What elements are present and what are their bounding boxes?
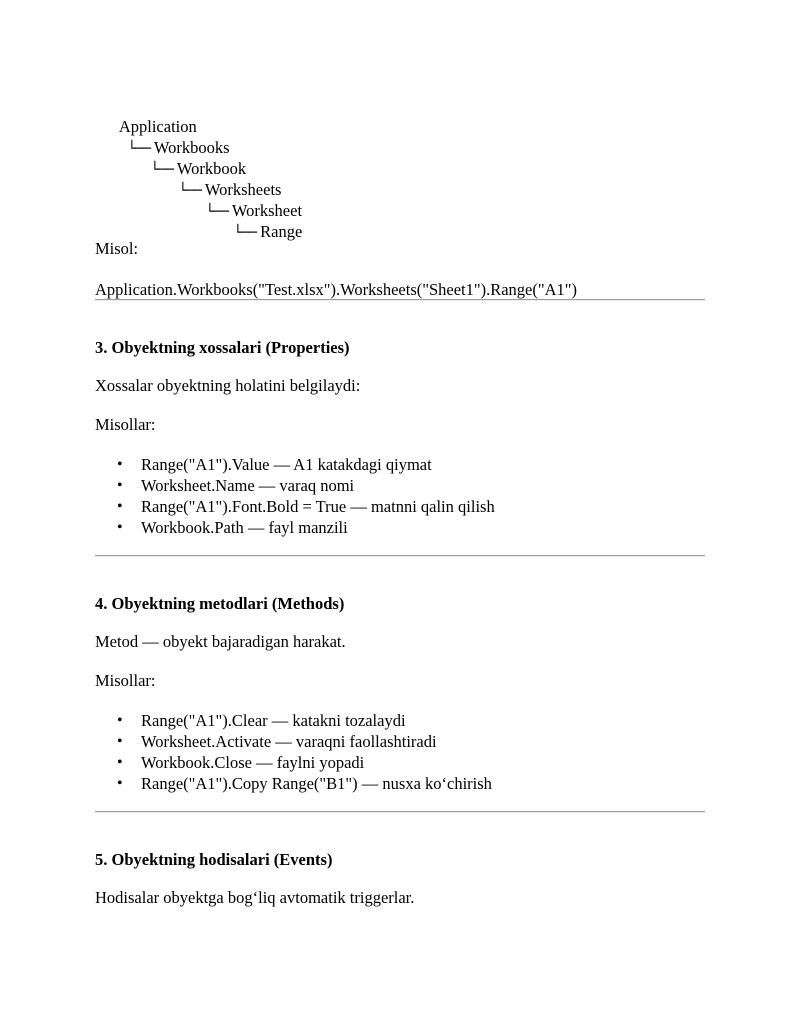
tree-root: Application: [118, 117, 197, 136]
section-4-list: [95, 710, 492, 794]
bullet-icon: •: [117, 477, 123, 494]
tree-node-worksheet: └── Worksheet: [205, 201, 303, 220]
tree-branch: └──: [205, 204, 229, 220]
bullet-icon: •: [117, 754, 123, 771]
bullet-icon: •: [117, 775, 123, 792]
section-4-intro: Metod — obyekt bajaradigan harakat.: [95, 632, 346, 651]
list-item: • Range("A1").Clear — katakni tozalaydi: [117, 711, 406, 730]
list-item: • Workbook.Close — faylni yopadi: [117, 753, 365, 772]
tree-branch: └──: [150, 162, 174, 178]
tree-branch: └──: [178, 183, 202, 199]
bullet-icon: •: [117, 712, 123, 729]
list-item: • Worksheet.Name — varaq nomi: [117, 476, 355, 495]
section-4-heading: 4. Obyektning metodlari (Methods): [95, 594, 345, 613]
tree-branch: └──: [127, 141, 151, 157]
bullet-icon: •: [117, 498, 123, 515]
list-item: • Range("A1").Value — A1 katakdagi qiymat: [117, 455, 432, 474]
section-3-list: [95, 454, 495, 538]
example-label: Misol:: [95, 239, 139, 258]
bullet-icon: •: [117, 456, 123, 473]
tree-node-worksheets: └── Worksheets: [178, 180, 282, 199]
section-3-examples-label: Misollar:: [95, 415, 156, 434]
list-item: • Range("A1").Copy Range("B1") — nusxa ko‘chirish: [117, 774, 492, 793]
horizontal-divider: [95, 811, 705, 813]
example-code: Application.Workbooks("Test.xlsx").Worksheets("Sheet1").Range("A1"): [95, 280, 578, 299]
bullet-icon: •: [117, 519, 123, 536]
tree-node-workbook: └── Workbook: [150, 159, 247, 178]
tree-branch: └──: [233, 225, 257, 241]
list-item: • Worksheet.Activate — varaqni faollashtiradi: [117, 732, 437, 751]
tree-node-range: └── Range: [233, 222, 303, 241]
section-5-heading: 5. Obyektning hodisalari (Events): [95, 850, 333, 869]
bullet-icon: •: [117, 733, 123, 750]
list-item: • Range("A1").Font.Bold = True — matnni qalin qilish: [117, 497, 495, 516]
section-5-intro: Hodisalar obyektga bog‘liq avtomatik triggerlar.: [95, 888, 415, 907]
section-3-heading: 3. Obyektning xossalari (Properties): [95, 338, 350, 357]
list-item: • Workbook.Path — fayl manzili: [117, 518, 348, 537]
horizontal-divider: [95, 299, 705, 301]
tree-node-workbooks: └── Workbooks: [127, 138, 230, 157]
section-3-intro: Xossalar obyektning holatini belgilaydi:: [95, 376, 361, 395]
section-4-examples-label: Misollar:: [95, 671, 156, 690]
horizontal-divider: [95, 555, 705, 557]
